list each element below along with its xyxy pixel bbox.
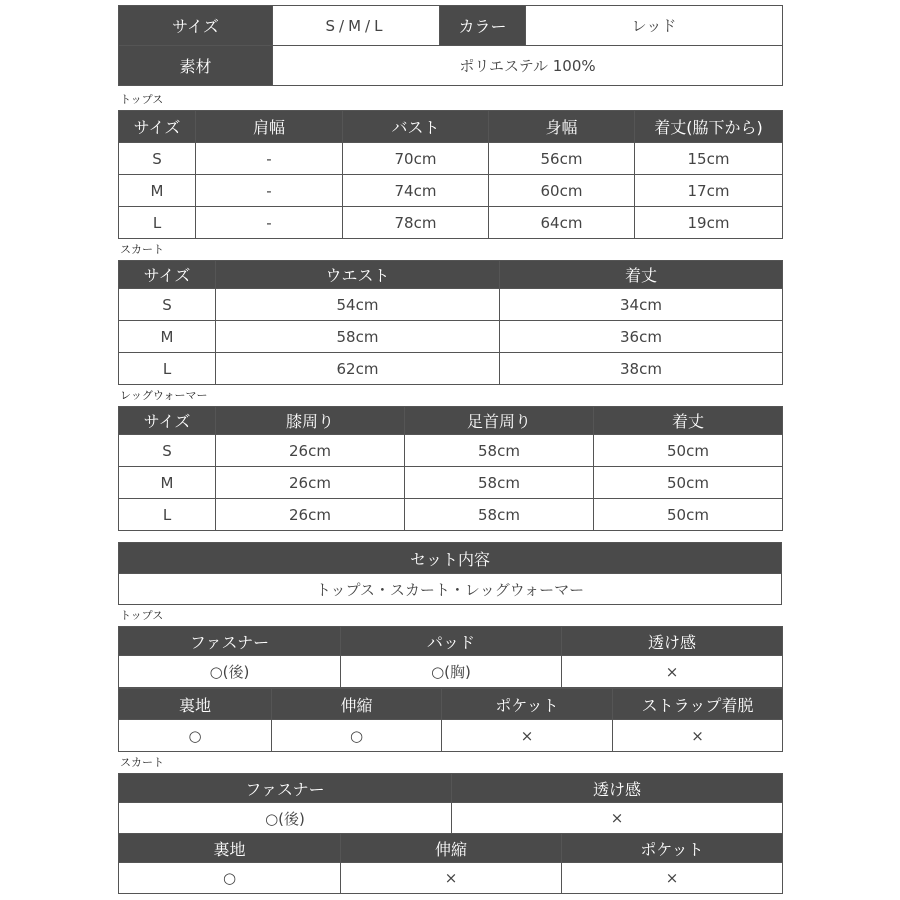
legwarmer-cell: 58cm (405, 467, 594, 499)
legwarmer-section-label: レッグウォーマー (120, 389, 208, 402)
skirt-pocket-header: ポケット (562, 834, 783, 863)
tops-cell: - (196, 207, 343, 239)
tops-cell: - (196, 143, 343, 175)
tops-pad-header: パッド (341, 627, 562, 656)
size-value: S/M/L (273, 6, 440, 46)
table-row (119, 435, 783, 467)
skirt-section-label: スカート (120, 243, 164, 256)
tops-header-body-width: 身幅 (489, 111, 635, 143)
skirt-sheer-value: × (452, 803, 783, 834)
legwarmer-header-knee: 膝周り (216, 407, 405, 435)
tops-details-label: トップス (120, 609, 164, 622)
legwarmer-cell: 50cm (594, 435, 783, 467)
tops-pocket-value: × (442, 720, 613, 752)
skirt-lining-header: 裏地 (119, 834, 341, 863)
skirt-sheer-header: 透け感 (452, 774, 783, 803)
tops-cell: 78cm (343, 207, 489, 239)
tops-header-shoulder: 肩幅 (196, 111, 343, 143)
size-label: サイズ (119, 6, 273, 46)
skirt-cell: 36cm (500, 321, 783, 353)
tops-stretch-value: ○ (272, 720, 442, 752)
tops-cell: 64cm (489, 207, 635, 239)
tops-details-table-1 (118, 626, 783, 688)
tops-pad-value: ○(胸) (341, 656, 562, 688)
table-row (119, 467, 783, 499)
skirt-size-table (118, 260, 783, 385)
tops-header-length: 着丈(脇下から) (635, 111, 783, 143)
table-row (119, 499, 783, 531)
skirt-cell: 62cm (216, 353, 500, 385)
legwarmer-cell: 50cm (594, 467, 783, 499)
skirt-header-length: 着丈 (500, 261, 783, 289)
skirt-cell: 54cm (216, 289, 500, 321)
legwarmer-cell: 26cm (216, 435, 405, 467)
skirt-stretch-value: × (341, 863, 562, 894)
legwarmer-size-table (118, 406, 783, 531)
skirt-cell: 34cm (500, 289, 783, 321)
tops-cell: 17cm (635, 175, 783, 207)
legwarmer-cell: M (119, 467, 216, 499)
tops-lining-value: ○ (119, 720, 272, 752)
color-value: レッド (526, 6, 783, 46)
tops-sheer-header: 透け感 (562, 627, 783, 656)
tops-lining-header: 裏地 (119, 689, 272, 720)
skirt-cell: 38cm (500, 353, 783, 385)
tops-cell: 56cm (489, 143, 635, 175)
tops-cell: 19cm (635, 207, 783, 239)
tops-sheer-value: × (562, 656, 783, 688)
skirt-details-label: スカート (120, 756, 164, 769)
tops-cell: L (119, 207, 196, 239)
tops-cell: S (119, 143, 196, 175)
tops-header-size: サイズ (119, 111, 196, 143)
skirt-cell: L (119, 353, 216, 385)
legwarmer-cell: 50cm (594, 499, 783, 531)
legwarmer-cell: 58cm (405, 435, 594, 467)
skirt-cell: M (119, 321, 216, 353)
set-contents-header: セット内容 (119, 543, 782, 574)
tops-zipper-header: ファスナー (119, 627, 341, 656)
color-label: カラー (440, 6, 526, 46)
skirt-stretch-header: 伸縮 (341, 834, 562, 863)
tops-cell: 74cm (343, 175, 489, 207)
tops-details-table-2 (118, 688, 783, 752)
skirt-header-waist: ウエスト (216, 261, 500, 289)
tops-zipper-value: ○(後) (119, 656, 341, 688)
tops-header-bust: バスト (343, 111, 489, 143)
material-label: 素材 (119, 46, 273, 86)
skirt-zipper-value: ○(後) (119, 803, 452, 834)
tops-cell: 15cm (635, 143, 783, 175)
skirt-details-table-2 (118, 833, 783, 894)
tops-stretch-header: 伸縮 (272, 689, 442, 720)
tops-cell: 60cm (489, 175, 635, 207)
table-row (119, 289, 783, 321)
legwarmer-header-ankle: 足首周り (405, 407, 594, 435)
tops-cell: M (119, 175, 196, 207)
legwarmer-cell: S (119, 435, 216, 467)
table-row (119, 143, 783, 175)
legwarmer-header-size: サイズ (119, 407, 216, 435)
summary-table (118, 5, 783, 86)
material-value: ポリエステル 100% (273, 46, 783, 86)
legwarmer-cell: 58cm (405, 499, 594, 531)
tops-section-label: トップス (120, 93, 164, 106)
skirt-header-size: サイズ (119, 261, 216, 289)
set-contents-table (118, 542, 782, 605)
tops-strap-value: × (613, 720, 783, 752)
skirt-cell: 58cm (216, 321, 500, 353)
tops-strap-header: ストラップ着脱 (613, 689, 783, 720)
table-row (119, 353, 783, 385)
skirt-lining-value: ○ (119, 863, 341, 894)
skirt-details-table-1 (118, 773, 783, 834)
set-contents-value: トップス・スカート・レッグウォーマー (119, 574, 782, 605)
skirt-pocket-value: × (562, 863, 783, 894)
legwarmer-cell: L (119, 499, 216, 531)
tops-pocket-header: ポケット (442, 689, 613, 720)
legwarmer-cell: 26cm (216, 467, 405, 499)
tops-size-table (118, 110, 783, 239)
table-row (119, 207, 783, 239)
skirt-zipper-header: ファスナー (119, 774, 452, 803)
tops-cell: 70cm (343, 143, 489, 175)
table-row (119, 321, 783, 353)
table-row (119, 175, 783, 207)
legwarmer-cell: 26cm (216, 499, 405, 531)
legwarmer-header-length: 着丈 (594, 407, 783, 435)
tops-cell: - (196, 175, 343, 207)
skirt-cell: S (119, 289, 216, 321)
